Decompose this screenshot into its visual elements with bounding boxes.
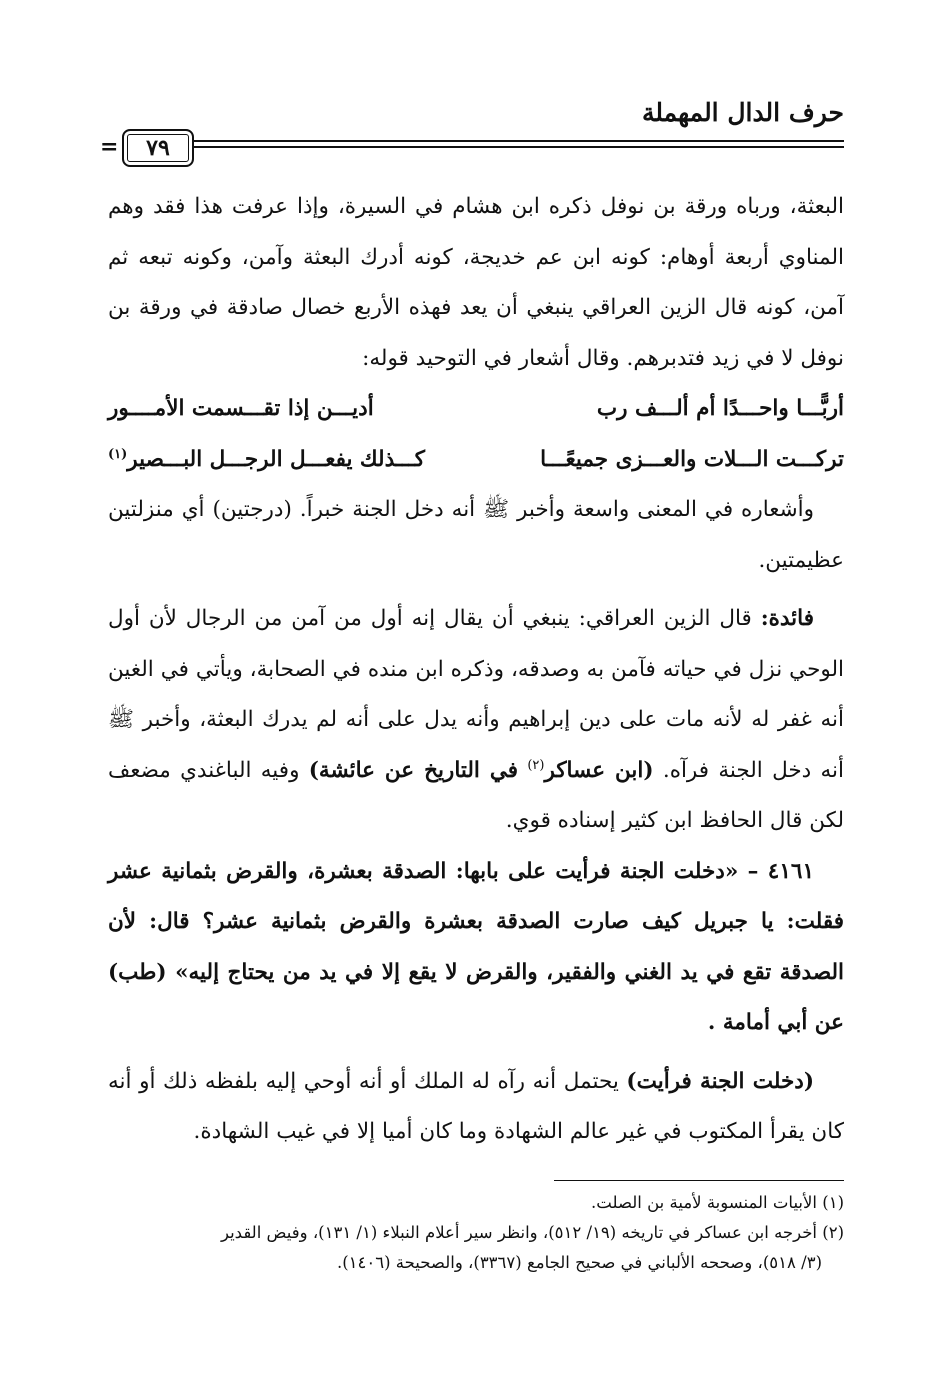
header-rule-bottom bbox=[192, 146, 844, 148]
paragraph-poetry-note: وأشعاره في المعنى واسعة وأخبر ﷺ أنه دخل الجنة خبراً. (درجتين) أي منزلتين عظيمتين. bbox=[108, 497, 844, 573]
footnotes bbox=[108, 1188, 844, 1278]
footnote-2: (٢) أخرجه ابن عساكر في تاريخه (١٩/ ٥١٢)، وانظر سير أعلام النبلاء (١/ ١٣١)، وفيض القدير bbox=[220, 1223, 844, 1242]
paragraph-intro: البعثة، ورباه ورقة بن نوفل ذكره ابن هشام في السيرة، وإذا عرفت هذا فقد وهم المناوي أربعة أوهام: كونه ابن عم خديجة، كونه أدرك البعثة وآمن، وكونه تبعه ثم آمن، كونه قال الزين العراقي ينبغي أن يعد فهذه الأربع خصال صادقة في ورقة بن نوفل لا في زيد فتدبرهم. وقال أشعار في التوحيد قوله: bbox=[108, 194, 844, 371]
footnote-2-continued: (٣/ ٥١٨)، وصححه الألباني في صحيح الجامع (٣٣٦٧)، والصحيحة (١٤٠٦). bbox=[336, 1253, 822, 1272]
header-rule-top bbox=[192, 140, 844, 142]
footnote-divider bbox=[554, 1180, 844, 1181]
page-number-box bbox=[122, 129, 194, 167]
verse-2-first-hemistich: تركـــت الـــلات والعـــزى جميعًـــا bbox=[540, 446, 844, 472]
paragraph-benefit bbox=[108, 594, 844, 847]
footnote-ref-2: (٢) bbox=[527, 757, 545, 773]
footnote-ref-1: (١) bbox=[108, 446, 128, 462]
verse-line-2 bbox=[108, 435, 844, 486]
verse-1-second-hemistich: أديـــن إذا تقـــسمت الأمــــور bbox=[108, 396, 374, 421]
verse-2-second-text: كـــذلك يفعـــل الرجـــل البـــصير bbox=[127, 446, 426, 472]
main-text bbox=[108, 182, 844, 1158]
verse-2-second-hemistich bbox=[108, 435, 425, 486]
hadith-4161: ٤١٦١ – «دخلت الجنة فرأيت على بابها: الصدقة بعشرة، والقرض بثمانية عشر فقلت: يا جبريل كيف صارت الصدقة بعشرة والقرض بثمانية عشر؟ قال: لأن الصدقة تقع في يد الغني والفقير، والقرض لا يقع إلا في يد من يحتاج إليه» (طب) عن أبي أمامة . bbox=[108, 858, 844, 1035]
benefit-label: فائدة: bbox=[760, 606, 814, 631]
explanation-quote: (دخلت الجنة فرأيت) bbox=[626, 1068, 814, 1094]
page-number: ٧٩ bbox=[146, 135, 170, 161]
footnote-1: (١) الأبيات المنسوبة لأمية بن الصلت. bbox=[591, 1193, 844, 1212]
paragraph-explanation bbox=[108, 1057, 844, 1158]
benefit-source-cont: في التاريخ عن عائشة) bbox=[308, 757, 519, 783]
explanation-text: يحتمل أنه رآه له الملك أو أنه أوحي إليه بلفظه ذلك أو أنه كان يقرأ المكتوب في غير عالم الشهادة وما كان أميا إلا في غيب الشهادة. bbox=[108, 1068, 844, 1144]
benefit-text-end: وفيه الباغندي مضعف لكن قال الحافظ ابن كثير إسناده قوي. bbox=[108, 757, 844, 833]
benefit-text: قال الزين العراقي: ينبغي أن يقال إنه أول من آمن من الرجال لأن أول الوحي نزل في حياته فآمن به وصدقه، وذكره ابن منده في الصحابة، ويأتي في الغين أنه غفر له لأنه مات على دين إبراهيم وأنه يدل على أنه لم يدرك البعثة، وأخبر ﷺ أنه دخل الجنة فرآه. bbox=[108, 606, 844, 783]
benefit-source: (ابن عساكر bbox=[544, 757, 654, 783]
running-header-title: حرف الدال المهملة bbox=[641, 98, 844, 127]
page-number-dash: = bbox=[100, 134, 119, 160]
verse-line-1 bbox=[108, 384, 844, 435]
verse-1-first-hemistich: أربًّـــا واحـــدًا أم ألـــف رب bbox=[596, 396, 844, 421]
